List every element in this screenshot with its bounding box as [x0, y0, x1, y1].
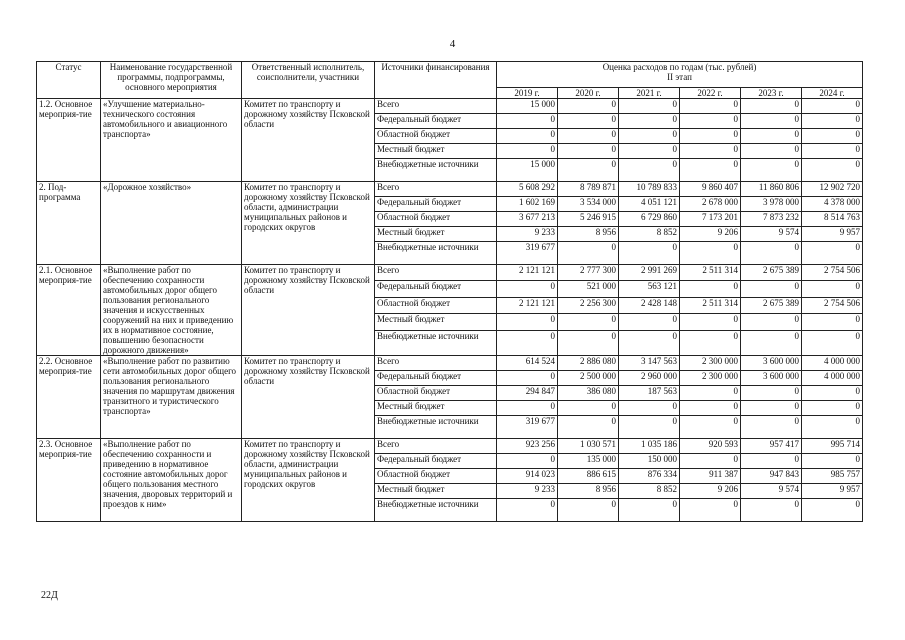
table-row — [37, 439, 863, 454]
value-cell: 0 — [558, 330, 619, 355]
value-cell: 319 677 — [497, 242, 558, 265]
value-cell: 0 — [619, 129, 680, 144]
value-cell: 3 534 000 — [558, 197, 619, 212]
header-year: 2024 г. — [802, 88, 863, 99]
value-cell: 9 206 — [680, 484, 741, 499]
value-cell: 0 — [558, 144, 619, 159]
value-cell: 0 — [802, 416, 863, 439]
value-cell: 7 873 232 — [741, 212, 802, 227]
value-cell: 2 300 000 — [680, 356, 741, 371]
value-cell: 4 000 000 — [802, 371, 863, 386]
source-cell: Областной бюджет — [375, 212, 497, 227]
header-year: 2020 г. — [558, 88, 619, 99]
value-cell: 0 — [802, 386, 863, 401]
value-cell: 2 511 314 — [680, 297, 741, 313]
responsible-cell: Комитет по транспорту и дорожному хозяйству Псковской области — [242, 356, 375, 439]
value-cell: 0 — [558, 314, 619, 330]
value-cell: 0 — [802, 330, 863, 355]
source-cell: Областной бюджет — [375, 386, 497, 401]
value-cell: 0 — [497, 371, 558, 386]
source-cell: Внебюджетные источники — [375, 242, 497, 265]
responsible-cell: Комитет по транспорту и дорожному хозяйству Псковской области — [242, 265, 375, 356]
value-cell: 0 — [619, 114, 680, 129]
value-cell: 0 — [802, 454, 863, 469]
value-cell: 3 147 563 — [619, 356, 680, 371]
value-cell: 0 — [802, 144, 863, 159]
value-cell: 0 — [741, 99, 802, 114]
value-cell: 0 — [680, 314, 741, 330]
value-cell: 0 — [802, 281, 863, 297]
value-cell: 10 789 833 — [619, 182, 680, 197]
value-cell: 0 — [680, 114, 741, 129]
header-estimate-title: Оценка расходов по годам (тыс. рублей) — [602, 62, 757, 72]
footer-code: 22Д — [41, 590, 58, 601]
value-cell: 1 030 571 — [558, 439, 619, 454]
value-cell: 9 957 — [802, 484, 863, 499]
value-cell: 0 — [558, 401, 619, 416]
value-cell: 0 — [497, 129, 558, 144]
value-cell: 4 378 000 — [802, 197, 863, 212]
value-cell: 3 677 213 — [497, 212, 558, 227]
value-cell: 2 991 269 — [619, 265, 680, 281]
value-cell: 886 615 — [558, 469, 619, 484]
value-cell: 8 956 — [558, 227, 619, 242]
value-cell: 2 428 148 — [619, 297, 680, 313]
source-cell: Внебюджетные источники — [375, 330, 497, 355]
value-cell: 135 000 — [558, 454, 619, 469]
source-cell: Федеральный бюджет — [375, 371, 497, 386]
table-row — [37, 265, 863, 281]
value-cell: 914 023 — [497, 469, 558, 484]
status-cell: 2. Под-программа — [37, 182, 101, 265]
value-cell: 957 417 — [741, 439, 802, 454]
header-year: 2021 г. — [619, 88, 680, 99]
value-cell: 0 — [802, 159, 863, 182]
value-cell: 2 121 121 — [497, 297, 558, 313]
name-cell: «Улучшение материально-технического состояния автомобильного и авиационного транспорта» — [101, 99, 242, 182]
value-cell: 911 387 — [680, 469, 741, 484]
value-cell: 12 902 720 — [802, 182, 863, 197]
value-cell: 0 — [497, 114, 558, 129]
value-cell: 2 678 000 — [680, 197, 741, 212]
source-cell: Всего — [375, 99, 497, 114]
value-cell: 9 574 — [741, 484, 802, 499]
source-cell: Внебюджетные источники — [375, 159, 497, 182]
header-year: 2023 г. — [741, 88, 802, 99]
value-cell: 0 — [741, 281, 802, 297]
value-cell: 0 — [558, 159, 619, 182]
value-cell: 0 — [619, 499, 680, 522]
value-cell: 0 — [741, 386, 802, 401]
value-cell: 0 — [619, 330, 680, 355]
status-cell: 1.2. Основное мероприя-тие — [37, 99, 101, 182]
value-cell: 9 233 — [497, 227, 558, 242]
value-cell: 0 — [741, 454, 802, 469]
source-cell: Местный бюджет — [375, 144, 497, 159]
value-cell: 923 256 — [497, 439, 558, 454]
value-cell: 0 — [619, 416, 680, 439]
value-cell: 8 956 — [558, 484, 619, 499]
value-cell: 0 — [741, 144, 802, 159]
value-cell: 0 — [680, 281, 741, 297]
value-cell: 0 — [558, 129, 619, 144]
status-cell: 2.3. Основное мероприя-тие — [37, 439, 101, 522]
value-cell: 0 — [741, 159, 802, 182]
name-cell: «Выполнение работ по развитию сети автомобильных дорог общего пользования регионального значения по маршрутам движения транзитного и туристического транспорта» — [101, 356, 242, 439]
value-cell: 0 — [741, 330, 802, 355]
source-cell: Всего — [375, 356, 497, 371]
value-cell: 2 121 121 — [497, 265, 558, 281]
value-cell: 4 000 000 — [802, 356, 863, 371]
source-cell: Федеральный бюджет — [375, 454, 497, 469]
source-cell: Федеральный бюджет — [375, 114, 497, 129]
value-cell: 985 757 — [802, 469, 863, 484]
value-cell: 0 — [497, 330, 558, 355]
value-cell: 15 000 — [497, 99, 558, 114]
value-cell: 0 — [497, 281, 558, 297]
value-cell: 0 — [680, 386, 741, 401]
value-cell: 0 — [497, 401, 558, 416]
value-cell: 8 789 871 — [558, 182, 619, 197]
value-cell: 9 860 407 — [680, 182, 741, 197]
value-cell: 1 035 186 — [619, 439, 680, 454]
header-sources: Источники финансирования — [375, 62, 497, 99]
value-cell: 0 — [558, 242, 619, 265]
source-cell: Всего — [375, 439, 497, 454]
value-cell: 8 514 763 — [802, 212, 863, 227]
table-body — [37, 99, 863, 522]
value-cell: 2 511 314 — [680, 265, 741, 281]
value-cell: 0 — [802, 314, 863, 330]
source-cell: Всего — [375, 265, 497, 281]
value-cell: 0 — [497, 314, 558, 330]
responsible-cell: Комитет по транспорту и дорожному хозяйству Псковской области, администрации муниципальных районов и городских округов — [242, 439, 375, 522]
value-cell: 0 — [619, 401, 680, 416]
value-cell: 0 — [802, 99, 863, 114]
header-stage: II этап — [667, 72, 692, 82]
source-cell: Областной бюджет — [375, 469, 497, 484]
source-cell: Областной бюджет — [375, 297, 497, 313]
header-year: 2019 г. — [497, 88, 558, 99]
value-cell: 0 — [558, 416, 619, 439]
page-number: 4 — [449, 38, 456, 50]
value-cell: 0 — [741, 314, 802, 330]
header-year: 2022 г. — [680, 88, 741, 99]
value-cell: 0 — [680, 454, 741, 469]
value-cell: 0 — [558, 99, 619, 114]
name-cell: «Выполнение работ по обеспечению сохранности и приведению в нормативное состояние автомобильных дорог общего пользования местного значения, дворовых территорий и проездов к ним» — [101, 439, 242, 522]
name-cell: «Дорожное хозяйство» — [101, 182, 242, 265]
value-cell: 2 300 000 — [680, 371, 741, 386]
value-cell: 9 957 — [802, 227, 863, 242]
status-cell: 2.2. Основное мероприя-тие — [37, 356, 101, 439]
value-cell: 0 — [802, 114, 863, 129]
source-cell: Федеральный бюджет — [375, 197, 497, 212]
value-cell: 0 — [680, 416, 741, 439]
value-cell: 0 — [802, 242, 863, 265]
value-cell: 0 — [741, 129, 802, 144]
value-cell: 9 233 — [497, 484, 558, 499]
value-cell: 0 — [558, 499, 619, 522]
value-cell: 2 256 300 — [558, 297, 619, 313]
value-cell: 0 — [680, 401, 741, 416]
header-estimate — [497, 62, 863, 88]
value-cell: 521 000 — [558, 281, 619, 297]
value-cell: 0 — [802, 401, 863, 416]
value-cell: 0 — [741, 499, 802, 522]
value-cell: 563 121 — [619, 281, 680, 297]
value-cell: 8 852 — [619, 484, 680, 499]
value-cell: 8 852 — [619, 227, 680, 242]
value-cell: 7 173 201 — [680, 212, 741, 227]
value-cell: 0 — [619, 242, 680, 265]
value-cell: 2 500 000 — [558, 371, 619, 386]
source-cell: Местный бюджет — [375, 227, 497, 242]
value-cell: 3 600 000 — [741, 356, 802, 371]
value-cell: 319 677 — [497, 416, 558, 439]
table-row — [37, 99, 863, 114]
value-cell: 11 860 806 — [741, 182, 802, 197]
header-responsible: Ответственный исполнитель, соисполнители, участники — [242, 62, 375, 99]
value-cell: 294 847 — [497, 386, 558, 401]
value-cell: 614 524 — [497, 356, 558, 371]
value-cell: 9 206 — [680, 227, 741, 242]
value-cell: 386 080 — [558, 386, 619, 401]
source-cell: Местный бюджет — [375, 401, 497, 416]
value-cell: 0 — [741, 242, 802, 265]
value-cell: 2 960 000 — [619, 371, 680, 386]
source-cell: Областной бюджет — [375, 129, 497, 144]
value-cell: 6 729 860 — [619, 212, 680, 227]
header-name: Наименование государственной программы, подпрограммы, основного мероприятия — [101, 62, 242, 99]
value-cell: 0 — [497, 454, 558, 469]
status-cell: 2.1. Основное мероприя-тие — [37, 265, 101, 356]
value-cell: 0 — [680, 144, 741, 159]
value-cell: 995 714 — [802, 439, 863, 454]
value-cell: 0 — [558, 114, 619, 129]
budget-table — [36, 61, 863, 522]
value-cell: 0 — [619, 144, 680, 159]
value-cell: 2 886 080 — [558, 356, 619, 371]
value-cell: 0 — [619, 99, 680, 114]
value-cell: 15 000 — [497, 159, 558, 182]
source-cell: Местный бюджет — [375, 484, 497, 499]
value-cell: 0 — [497, 144, 558, 159]
value-cell: 947 843 — [741, 469, 802, 484]
responsible-cell: Комитет по транспорту и дорожному хозяйству Псковской области — [242, 99, 375, 182]
source-cell: Местный бюджет — [375, 314, 497, 330]
value-cell: 0 — [680, 99, 741, 114]
value-cell: 0 — [802, 499, 863, 522]
source-cell: Внебюджетные источники — [375, 499, 497, 522]
value-cell: 0 — [741, 416, 802, 439]
value-cell: 0 — [802, 129, 863, 144]
value-cell: 0 — [619, 314, 680, 330]
value-cell: 2 754 506 — [802, 265, 863, 281]
value-cell: 876 334 — [619, 469, 680, 484]
value-cell: 0 — [680, 330, 741, 355]
name-cell: «Выполнение работ по обеспечению сохранности автомобильных дорог общего пользования регионального значения и искусственных сооружений на них и приведению их в нормативное состояние, повышению безопасности дорожного движения» — [101, 265, 242, 356]
value-cell: 0 — [741, 401, 802, 416]
value-cell: 0 — [497, 499, 558, 522]
value-cell: 2 754 506 — [802, 297, 863, 313]
value-cell: 3 600 000 — [741, 371, 802, 386]
value-cell: 4 051 121 — [619, 197, 680, 212]
value-cell: 3 978 000 — [741, 197, 802, 212]
value-cell: 0 — [680, 129, 741, 144]
value-cell: 0 — [619, 159, 680, 182]
value-cell: 1 602 169 — [497, 197, 558, 212]
value-cell: 150 000 — [619, 454, 680, 469]
table-row — [37, 356, 863, 371]
value-cell: 2 675 389 — [741, 297, 802, 313]
value-cell: 0 — [680, 499, 741, 522]
value-cell: 0 — [680, 159, 741, 182]
value-cell: 920 593 — [680, 439, 741, 454]
value-cell: 0 — [741, 114, 802, 129]
value-cell: 5 246 915 — [558, 212, 619, 227]
value-cell: 5 608 292 — [497, 182, 558, 197]
value-cell: 0 — [680, 242, 741, 265]
value-cell: 9 574 — [741, 227, 802, 242]
value-cell: 2 777 300 — [558, 265, 619, 281]
table-row — [37, 182, 863, 197]
source-cell: Внебюджетные источники — [375, 416, 497, 439]
value-cell: 2 675 389 — [741, 265, 802, 281]
value-cell: 187 563 — [619, 386, 680, 401]
source-cell: Федеральный бюджет — [375, 281, 497, 297]
header-status: Статус — [37, 62, 101, 99]
source-cell: Всего — [375, 182, 497, 197]
responsible-cell: Комитет по транспорту и дорожному хозяйству Псковской области, администрации муниципальных районов и городских округов — [242, 182, 375, 265]
